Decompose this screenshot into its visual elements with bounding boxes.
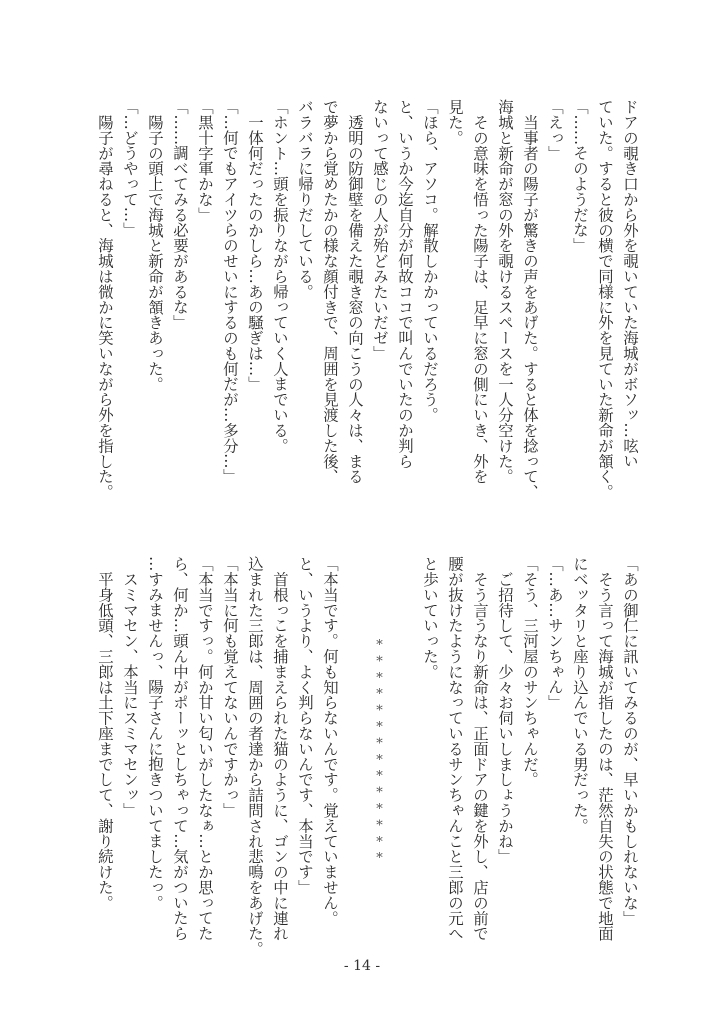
lower-text-block	[92, 556, 642, 957]
section-divider-asterisks: **************	[372, 638, 387, 868]
text-column: ご招待して、少々お伺いしましょうかね」	[496, 556, 514, 864]
text-column: 透明の防御壁を備えた覗き窓の向こうの人々は、まる	[346, 99, 364, 484]
text-column: ら、何か…頭ん中がポーッとしちゃって…気がついたら	[171, 556, 189, 941]
text-column: その意味を悟った陽子は、足早に窓の側にいき、外を	[471, 99, 489, 484]
text-column: 陽子が尋ねると、海城は微かに笑いながら外を指した。	[96, 99, 114, 500]
text-column: 「ほら、アソコ。解散しかかっているだろう。	[421, 99, 439, 423]
text-column: 「ホント…頭を振りながら帰っていく人までいる。	[271, 99, 289, 454]
text-column: 腰が抜けたようになっているサンちゃんこと三郎の元へ	[446, 556, 464, 941]
text-column: と、いうか今迄自分が何故ココで叫んでいたのか判ら	[396, 99, 414, 469]
text-column: 首根っこを捕まえられた猫のように、ゴンの中に連れ	[271, 556, 289, 941]
upper-text-block	[92, 99, 642, 499]
text-column: 平身低頭、三郎は土下座までして、謝り続けた。	[96, 556, 114, 911]
text-column: 見た。	[446, 99, 464, 146]
text-column: バラバラに帰りだしている。	[296, 99, 314, 300]
text-column: 込まれた三郎は、周囲の者達から詰問され悲鳴をあげた。	[246, 556, 264, 957]
text-column: 「そう、三河屋のサンちゃんだ。	[521, 556, 539, 787]
text-column: スミマセン、本当にスミマセンッ」	[121, 556, 139, 818]
text-column: ていた。すると彼の横で同様に外を見ていた新命が頷く。	[596, 99, 614, 500]
text-column: …すみませんっ、陽子さんに抱きついてましたっ。	[146, 556, 164, 911]
text-column: ドアの覗き口から外を覗いていた海城がボソッ…呟い	[621, 99, 639, 469]
text-column: そう言って海城が指したのは、茫然自失の状態で地面	[596, 556, 614, 941]
blank-line	[342, 556, 367, 936]
text-column: 「本当です。何も知らないんです。覚えていません。	[321, 556, 339, 926]
text-column: 当事者の陽子が驚きの声をあげた。すると体を捻って、	[521, 99, 539, 500]
text-column: にベッタリと座り込んでいる男だった。	[571, 556, 589, 834]
page-number: - 14 -	[343, 958, 381, 974]
text-column: 「……調べてみる必要があるな」	[171, 99, 189, 330]
text-column: 「……そのようだな」	[571, 99, 589, 253]
text-column: 「…あ…サンちゃん」	[546, 556, 564, 710]
text-column: そう言うなり新命は、正面ドアの鍵を外し、店の前で	[471, 556, 489, 941]
text-column: ないって感じの人が殆どみたいだゼ」	[371, 99, 389, 361]
text-column: で夢から覚めたかの様な顔付きで、周囲を見渡した後、	[321, 99, 339, 484]
text-column: 「…何でもアイツらのせいにするのも何だが…多分…」	[221, 99, 239, 484]
text-column: 「黒十字軍かな」	[196, 99, 214, 223]
text-column: 「あの御仁に訊いてみるのが、早いかもしれないな」	[621, 556, 639, 926]
text-column: と歩いていった。	[421, 556, 439, 680]
text-column: 海城と新命が窓の外を覗けるスペースを一人分空けた。	[496, 99, 514, 484]
text-column: と、いうより、よく判らないんです、本当です」	[296, 556, 314, 895]
text-column: 「…どうやって…」	[121, 99, 139, 238]
text-column: 「えっ」	[546, 99, 564, 161]
text-column: 「本当に何も覚えてないんですかっ」	[221, 556, 239, 818]
text-column: 「本当ですっ。何か甘い匂いがしたなぁ…とか思ってた	[196, 556, 214, 941]
blank-line	[392, 556, 417, 936]
text-column: 一体何だったのかしら…あの騒ぎは…」	[246, 99, 264, 392]
text-column: 陽子の頭上で海城と新命が頷きあった。	[146, 99, 164, 392]
